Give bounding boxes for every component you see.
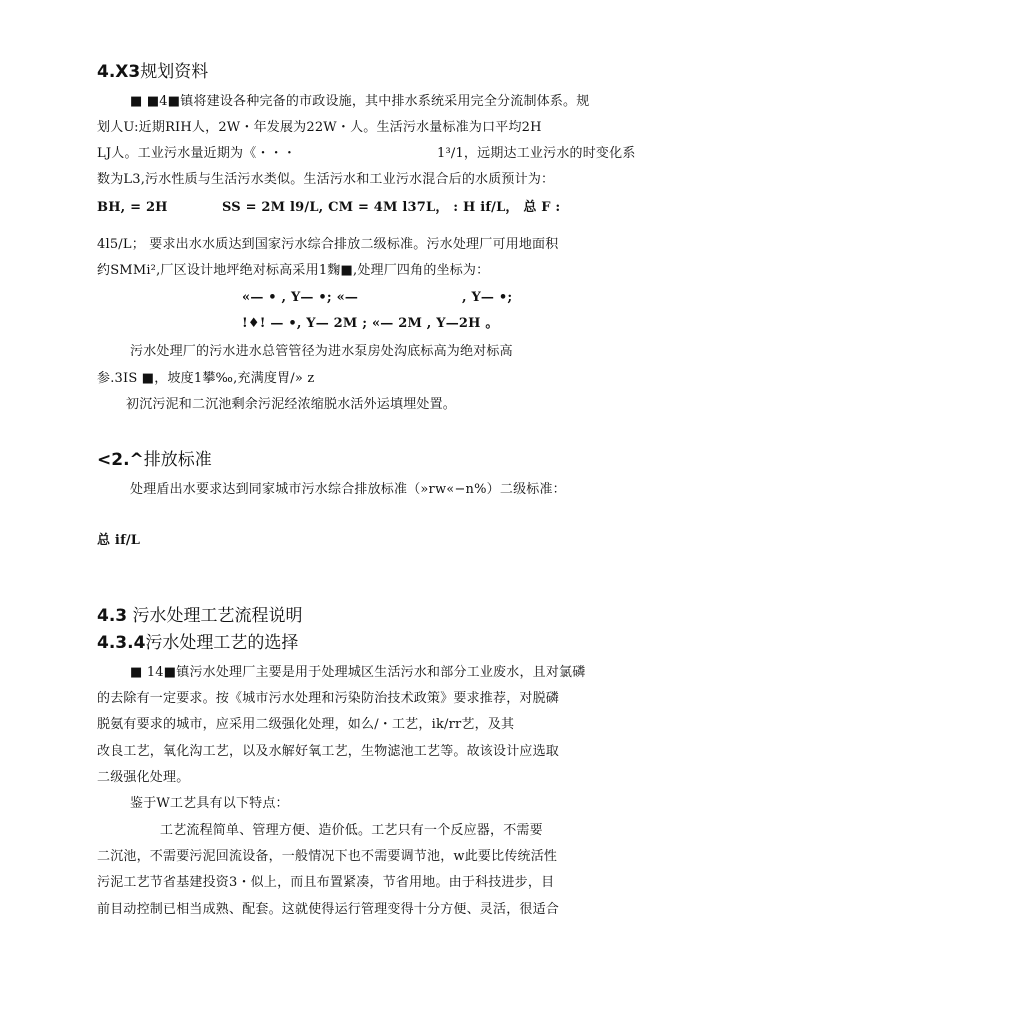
paragraph-line: 二沉池，不需要污泥回流设备，一般情况下也不需要调节池，w此要比传统活性 <box>97 849 558 864</box>
coordinate-line: «— • , Y— •; «— <box>242 290 359 305</box>
paragraph-line: 参.3IS ■，坡度1攀‰,充满度胃/» z <box>97 371 315 386</box>
paragraph-line: 数为L3,污水性质与生活污水类似。生活污水和工业污水混合后的水质预计为： <box>97 172 555 187</box>
paragraph-line: 污水处理厂的污水进水总管管径为进水泵房处沟底标高为绝对标高 <box>130 344 513 359</box>
paragraph-line: 4l5/L； 要求出水水质达到国家污水综合排放二级标准。污水处理厂可用地面积 <box>97 237 559 252</box>
paragraph-line: LJ人。工业污水量近期为《・・・ <box>97 146 297 161</box>
coordinate-line: , Y— •; <box>462 290 513 305</box>
paragraph-line: 鉴于W工艺具有以下特点： <box>130 796 289 811</box>
paragraph-line: 总 if/L <box>97 533 141 548</box>
paragraph-line: 划人U:近期RIH人，2W・年发展为22W・人。生活污水量标准为口平均2H <box>97 120 542 135</box>
paragraph-line: 初沉污泥和二沉池剩余污泥经浓缩脱水活外运填埋处置。 <box>126 397 457 412</box>
paragraph-line: BH, = 2H <box>97 200 168 215</box>
paragraph-line: 二级强化处理。 <box>97 770 190 785</box>
paragraph-line: 约SMMi²,厂区设计地坪绝对标高采用1麴■,处理厂四角的坐标为： <box>97 263 490 278</box>
paragraph-line: SS = 2M l9/L, CM = 4M l37L， : H if/L， 总 F : <box>222 200 561 215</box>
paragraph-line: 脱氨有要求的城市，应采用二级强化处理，如么/・工艺，ik/rr艺，及其 <box>97 717 515 732</box>
section-heading-process-selection: 4.3.4污水处理工艺的选择 <box>97 633 299 653</box>
paragraph-line: 改良工艺，氧化沟工艺，以及水解好氧工艺，生物滤池工艺等。故该设计应选取 <box>97 744 560 759</box>
paragraph-line: 的去除有一定要求。按《城市污水处理和污染防治技术政策》要求推荐，对脱磷 <box>97 691 560 706</box>
paragraph-line: ■ 14■镇污水处理厂主要是用于处理城区生活污水和部分工业废水，且对氯磷 <box>130 665 586 680</box>
paragraph-line: 前目动控制已相当成熟、配套。这就使得运行管理变得十分方便、灵活，很适合 <box>97 902 560 917</box>
coordinate-line: !♦! — •, Y— 2M ; «— 2M , Y—2H 。 <box>242 316 499 331</box>
paragraph-line: 污泥工艺节省基建投资3・似上，而且布置紧凑，节省用地。由于科技进步，目 <box>97 875 555 890</box>
paragraph-line: ■ ■4■镇将建设各种完备的市政设施，其中排水系统采用完全分流制体系。规 <box>130 94 590 109</box>
paragraph-line: 工艺流程简单、管理方便、造价低。工艺只有一个反应器，不需要 <box>160 823 543 838</box>
paragraph-line: 1³/1，远期达工业污水的时变化系 <box>437 146 636 161</box>
paragraph-line: 处理盾出水要求达到同家城市污水综合排放标准（»rw«−n%）二级标准： <box>130 482 566 497</box>
section-heading-planning: 4.X3规划资料 <box>97 62 209 82</box>
section-heading-process-description: 4.3 污水处理工艺流程说明 <box>97 606 303 626</box>
section-heading-discharge-standard: <2.^排放标准 <box>97 450 212 470</box>
